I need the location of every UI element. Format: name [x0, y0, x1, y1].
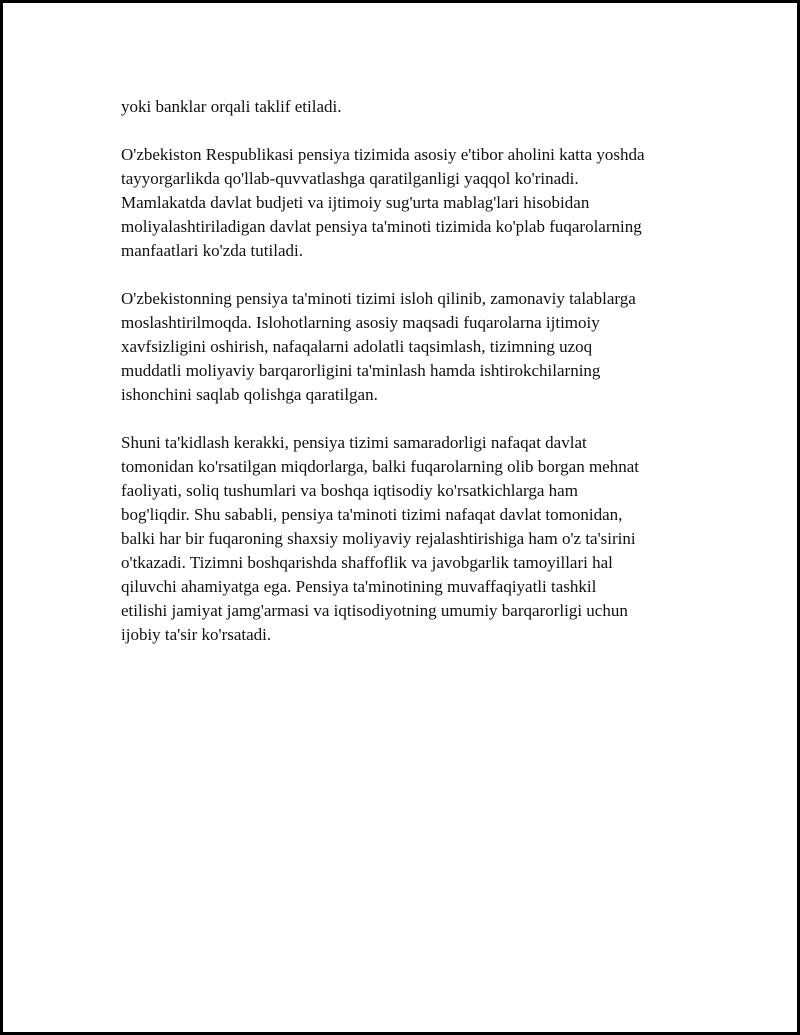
- paragraph-4: [121, 431, 701, 647]
- text-line: Mamlakatda davlat budjeti va ijtimoiy sug'urta mablag'lari hisobidan: [121, 193, 590, 212]
- paragraph-2: [121, 143, 701, 263]
- text-line: moliyalashtiriladigan davlat pensiya ta'minoti tizimida ko'plab fuqarolarning: [121, 217, 642, 236]
- text-line: ijobiy ta'sir ko'rsatadi.: [121, 625, 272, 644]
- text-line: etilishi jamiyat jamg'armasi va iqtisodiyotning umumiy barqarorligi uchun: [121, 601, 628, 620]
- text-line: o'tkazadi. Tizimni boshqarishda shaffoflik va javobgarlik tamoyillari hal: [121, 553, 613, 572]
- text-line: xavfsizligini oshirish, nafaqalarni adolatli taqsimlash, tizimning uzoq: [121, 337, 593, 356]
- text-line: O'zbekistonning pensiya ta'minoti tizimi isloh qilinib, zamonaviy talablarga: [121, 289, 636, 308]
- text-line: manfaatlari ko'zda tutiladi.: [121, 241, 303, 260]
- text-line: faoliyati, soliq tushumlari va boshqa iqtisodiy ko'rsatkichlarga ham: [121, 481, 578, 500]
- text-line: ishonchini saqlab qolishga qaratilgan.: [121, 385, 378, 404]
- document-body: [121, 95, 701, 671]
- text-line: bog'liqdir. Shu sababli, pensiya ta'minoti tizimi nafaqat davlat tomonidan,: [121, 505, 623, 524]
- text-line: tayyorgarlikda qo'llab-quvvatlashga qaratilganligi yaqqol ko'rinadi.: [121, 169, 579, 188]
- text-line: tomonidan ko'rsatilgan miqdorlarga, balki fuqarolarning olib borgan mehnat: [121, 457, 639, 476]
- text-line: moslashtirilmoqda. Islohotlarning asosiy maqsadi fuqarolarna ijtimoiy: [121, 313, 600, 332]
- text-line: Shuni ta'kidlash kerakki, pensiya tizimi samaradorligi nafaqat davlat: [121, 433, 587, 452]
- text-line: balki har bir fuqaroning shaxsiy moliyaviy rejalashtirishiga ham o'z ta'sirini: [121, 529, 636, 548]
- text-line: muddatli moliyaviy barqarorligini ta'minlash hamda ishtirokchilarning: [121, 361, 601, 380]
- text-line: yoki banklar orqali taklif etiladi.: [121, 97, 342, 116]
- paragraph-3: [121, 287, 701, 407]
- text-line: qiluvchi ahamiyatga ega. Pensiya ta'minotining muvaffaqiyatli tashkil: [121, 577, 597, 596]
- paragraph-1: [121, 95, 701, 119]
- text-line: O'zbekiston Respublikasi pensiya tizimida asosiy e'tibor aholini katta yoshda: [121, 145, 645, 164]
